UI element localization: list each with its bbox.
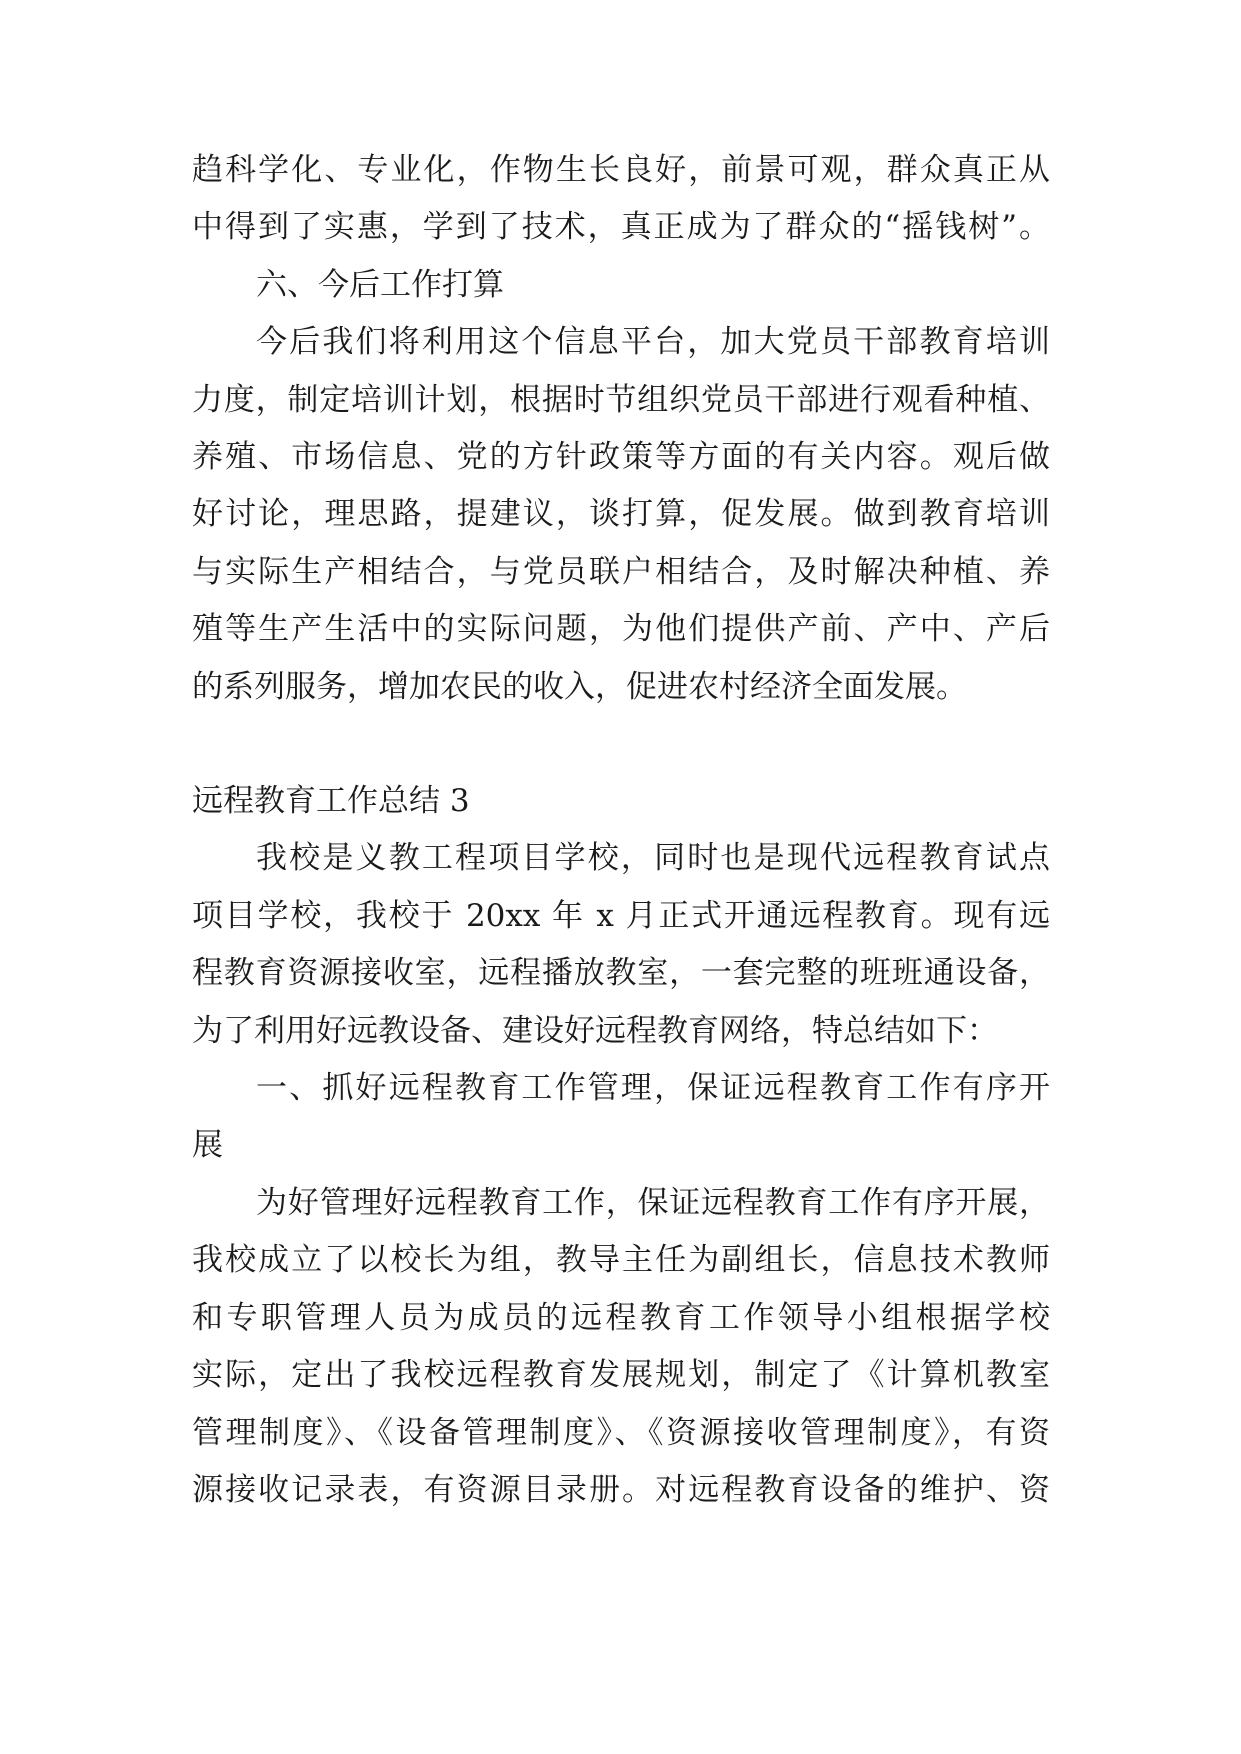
section-heading: 展 bbox=[192, 1127, 223, 1163]
paragraph-line: 为好管理好远程教育工作，保证远程教育工作有序开展， bbox=[256, 1185, 1050, 1221]
paragraph-line: 中得到了实惠，学到了技术，真正成为了群众的“摇钱树”。 bbox=[192, 209, 1050, 245]
paragraph-line: 程教育资源接收室，远程播放教室，一套完整的班班通设备， bbox=[192, 955, 1050, 991]
paragraph-line: 和专职管理人员为成员的远程教育工作领导小组根据学校 bbox=[192, 1300, 1050, 1336]
paragraph-line: 我校是义教工程项目学校，同时也是现代远程教育试点 bbox=[256, 840, 1050, 876]
paragraph-line: 管理制度》、《设备管理制度》、《资源接收管理制度》，有资 bbox=[192, 1415, 1050, 1451]
document-title: 远程教育工作总结 3 bbox=[192, 783, 470, 819]
paragraph-line: 实际，定出了我校远程教育发展规划，制定了《计算机教室 bbox=[192, 1357, 1050, 1393]
paragraph-line: 的系列服务，增加农民的收入，促进农村经济全面发展。 bbox=[192, 669, 967, 705]
paragraph-line: 力度，制定培训计划，根据时节组织党员干部进行观看种植、 bbox=[192, 382, 1050, 418]
paragraph-line: 为了利用好远教设备、建设好远程教育网络，特总结如下： bbox=[192, 1013, 998, 1049]
paragraph-line: 趋科学化、专业化，作物生长良好，前景可观，群众真正从 bbox=[192, 152, 1050, 188]
paragraph-line: 养殖、市场信息、党的方针政策等方面的有关内容。观后做 bbox=[192, 439, 1050, 475]
paragraph-line: 殖等生产生活中的实际问题，为他们提供产前、产中、产后 bbox=[192, 611, 1050, 647]
paragraph-line: 今后我们将利用这个信息平台，加大党员干部教育培训 bbox=[256, 324, 1050, 360]
section-heading: 六、今后工作打算 bbox=[256, 267, 504, 303]
paragraph-line: 好讨论，理思路，提建议，谈打算，促发展。做到教育培训 bbox=[192, 496, 1050, 532]
paragraph-line: 项目学校，我校于 20xx 年 x 月正式开通远程教育。现有远 bbox=[192, 898, 1050, 934]
paragraph-line: 我校成立了以校长为组，教导主任为副组长，信息技术教师 bbox=[192, 1242, 1050, 1278]
paragraph-line: 源接收记录表，有资源目录册。对远程教育设备的维护、资 bbox=[192, 1472, 1050, 1508]
section-heading: 一、抓好远程教育工作管理，保证远程教育工作有序开 bbox=[256, 1070, 1050, 1106]
paragraph-line: 与实际生产相结合，与党员联户相结合，及时解决种植、养 bbox=[192, 554, 1050, 590]
